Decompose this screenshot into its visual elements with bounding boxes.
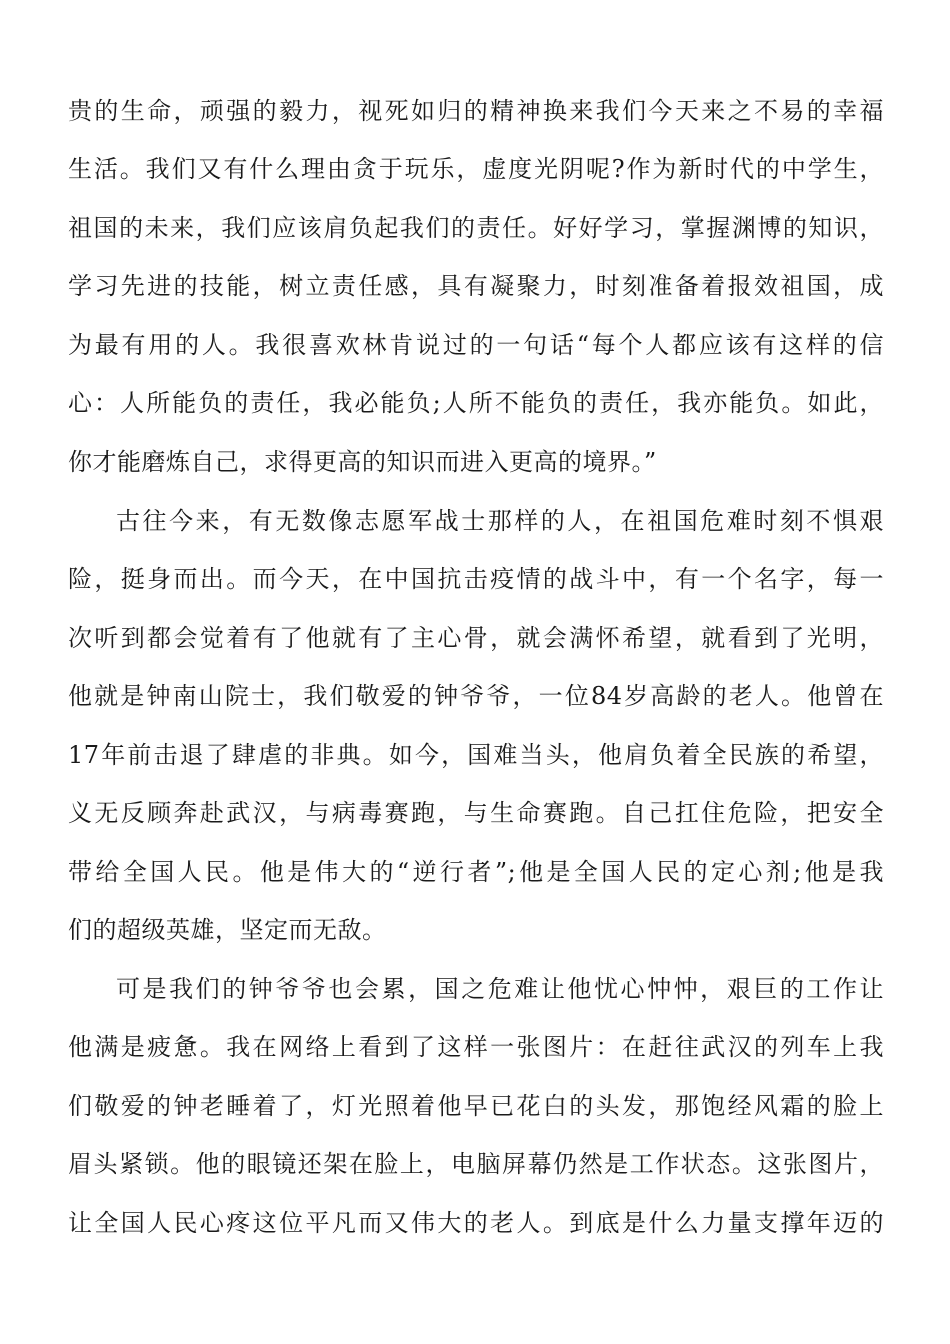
text-line: 为最有用的人。我很喜欢林肯说过的一句话“每个人都应该有这样的信 (68, 331, 884, 359)
text-line: 古往今来，有无数像志愿军战士那样的人，在祖国危难时刻不惧艰 (116, 507, 884, 535)
text-line: 他就是钟南山院士，我们敬爱的钟爷爷，一位84岁高龄的老人。他曾在 (68, 682, 884, 710)
text-line: 们的超级英雄，坚定而无敌。 (68, 916, 387, 944)
text-line: 可是我们的钟爷爷也会累，国之危难让他忧心忡忡，艰巨的工作让 (116, 975, 884, 1003)
text-line: 学习先进的技能，树立责任感，具有凝聚力，时刻准备着报效祖国，成 (68, 272, 884, 300)
text-line: 贵的生命，顽强的毅力，视死如归的精神换来我们今天来之不易的幸福 (68, 97, 884, 125)
text-line: 他满是疲惫。我在网络上看到了这样一张图片：在赶往武汉的列车上我 (68, 1033, 884, 1061)
text-line: 义无反顾奔赴武汉，与病毒赛跑，与生命赛跑。自己扛住危险，把安全 (68, 799, 884, 827)
text-line: 心：人所能负的责任，我必能负;人所不能负的责任，我亦能负。如此， (68, 389, 884, 417)
text-line: 眉头紧锁。他的眼镜还架在脸上，电脑屏幕仍然是工作状态。这张图片， (68, 1150, 884, 1178)
text-line: 次听到都会觉着有了他就有了主心骨，就会满怀希望，就看到了光明， (68, 624, 884, 652)
text-line: 让全国人民心疼这位平凡而又伟大的老人。到底是什么力量支撑年迈的 (68, 1209, 884, 1237)
text-line: 们敬爱的钟老睡着了，灯光照着他早已花白的头发，那饱经风霜的脸上 (68, 1092, 884, 1120)
text-line: 祖国的未来，我们应该肩负起我们的责任。好好学习，掌握渊博的知识， (68, 214, 884, 242)
text-line: 险，挺身而出。而今天，在中国抗击疫情的战斗中，有一个名字，每一 (68, 565, 884, 593)
text-line: 生活。我们又有什么理由贪于玩乐，虚度光阴呢?作为新时代的中学生， (68, 155, 884, 183)
text-line: 你才能磨炼自己，求得更高的知识而进入更高的境界。” (68, 448, 657, 476)
text-line: 17年前击退了肆虐的非典。如今，国难当头，他肩负着全民族的希望， (68, 741, 884, 769)
text-line: 带给全国人民。他是伟大的“逆行者”;他是全国人民的定心剂;他是我 (68, 858, 884, 886)
